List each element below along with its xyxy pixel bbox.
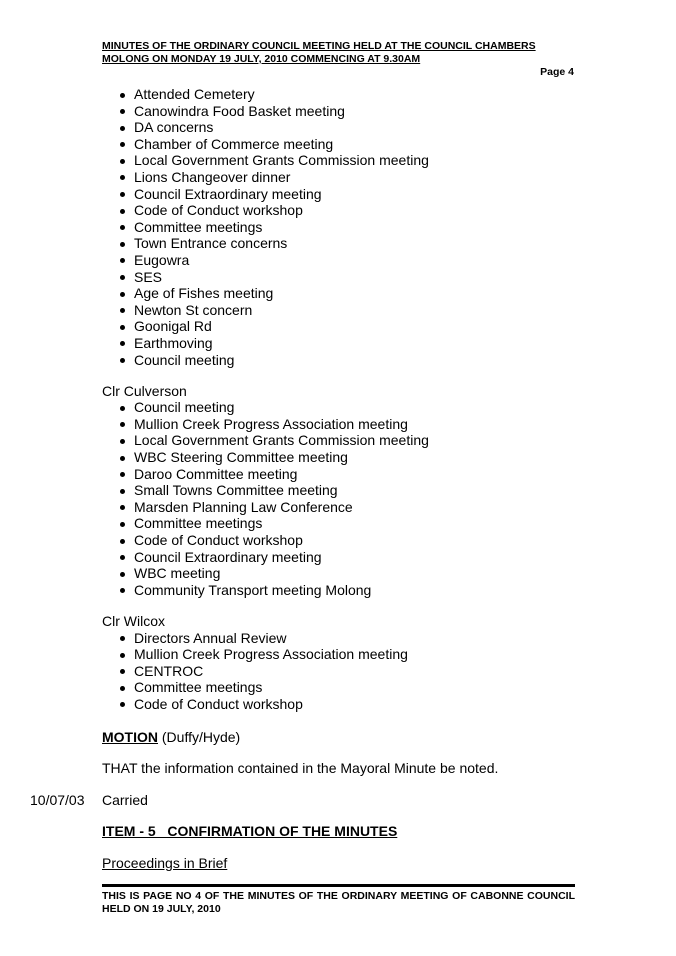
list-item <box>120 235 582 252</box>
list-item <box>120 549 582 566</box>
minutes-body <box>30 86 582 872</box>
bullet-icon <box>120 439 125 444</box>
bullet-icon <box>120 225 125 230</box>
list-item <box>120 499 582 516</box>
list-item-text: Committee meetings <box>134 515 263 532</box>
list-item <box>120 269 582 286</box>
bullet-icon <box>120 702 125 707</box>
bullet-icon <box>120 422 125 427</box>
list-item <box>120 285 582 302</box>
list-item-text: Chamber of Commerce meeting <box>134 135 334 152</box>
bullet-icon <box>120 159 125 164</box>
list-item <box>120 482 582 499</box>
list-item-text: Marsden Planning Law Conference <box>134 498 353 515</box>
page-header <box>102 40 574 66</box>
list-item-text: Council meeting <box>134 399 235 416</box>
list-item-text: SES <box>134 268 163 285</box>
bullet-icon <box>120 539 125 544</box>
list-item <box>120 532 582 549</box>
list-item <box>120 696 582 713</box>
bullet-icon <box>120 669 125 674</box>
list-item <box>120 416 582 433</box>
bullet-icon <box>120 505 125 510</box>
list-item-text: Council meeting <box>134 351 235 368</box>
list-item <box>120 169 582 186</box>
list-item-text: Lions Changeover dinner <box>134 168 291 185</box>
list-item <box>120 663 582 680</box>
page-number: Page 4 <box>540 66 574 78</box>
list-item-text: Council Extraordinary meeting <box>134 185 322 202</box>
list-item-text: Eugowra <box>134 251 190 268</box>
bullet-icon <box>120 192 125 197</box>
list-item <box>120 515 582 532</box>
list-item <box>120 582 582 599</box>
bullet-icon <box>120 653 125 658</box>
list-item <box>120 432 582 449</box>
bullet-icon <box>120 456 125 461</box>
motion-movers: (Duffy/Hyde) <box>158 728 241 745</box>
motion-label: MOTION <box>102 728 158 745</box>
list-item <box>120 186 582 203</box>
header-line-1: MINUTES OF THE ORDINARY COUNCIL MEETING HELD AT THE COUNCIL CHAMBERS <box>102 40 536 52</box>
bullet-icon <box>120 258 125 263</box>
list-item <box>120 399 582 416</box>
list-item-text: Age of Fishes meeting <box>134 285 274 302</box>
wilcox-activities-list <box>102 630 582 713</box>
list-item-text: Earthmoving <box>134 334 213 351</box>
list-item-text: DA concerns <box>134 119 214 136</box>
bullet-icon <box>120 489 125 494</box>
list-item-text: Directors Annual Review <box>134 629 287 646</box>
list-item <box>120 152 582 169</box>
list-item <box>120 103 582 120</box>
list-item-text: Code of Conduct workshop <box>134 695 303 712</box>
bullet-icon <box>120 572 125 577</box>
list-item-text: Community Transport meeting Molong <box>134 581 372 598</box>
list-item-text: Local Government Grants Commission meeting <box>134 152 429 169</box>
bullet-icon <box>120 308 125 313</box>
bullet-icon <box>120 325 125 330</box>
culverson-activities-list <box>102 399 582 598</box>
list-item <box>120 565 582 582</box>
list-item-text: Attended Cemetery <box>134 86 255 102</box>
bullet-icon <box>120 472 125 477</box>
list-item-text: Council Extraordinary meeting <box>134 548 322 565</box>
list-item <box>120 449 582 466</box>
list-item-text: Small Towns Committee meeting <box>134 482 338 499</box>
list-item-text: Mullion Creek Progress Association meeting <box>134 646 408 663</box>
list-item <box>120 119 582 136</box>
bullet-icon <box>120 358 125 363</box>
bullet-icon <box>120 109 125 114</box>
proceedings-in-brief-heading: Proceedings in Brief <box>102 854 228 871</box>
bullet-icon <box>120 175 125 180</box>
list-item-text: WBC Steering Committee meeting <box>134 449 348 466</box>
motion-result-row <box>30 791 582 809</box>
bullet-icon <box>120 686 125 691</box>
header-line-2: MOLONG ON MONDAY 19 JULY, 2010 COMMENCING AT 9.30AM <box>102 53 421 65</box>
mayor-activities-list <box>102 86 582 368</box>
list-item-text: Town Entrance concerns <box>134 235 288 252</box>
list-item <box>120 318 582 335</box>
list-item-text: Goonigal Rd <box>134 318 212 335</box>
list-item <box>120 136 582 153</box>
motion-text: THAT the information contained in the Mayoral Minute be noted. <box>102 760 499 777</box>
list-item <box>120 302 582 319</box>
list-item-text: Code of Conduct workshop <box>134 202 303 219</box>
bullet-icon <box>120 292 125 297</box>
list-item-text: CENTROC <box>134 662 204 679</box>
bullet-icon <box>120 142 125 147</box>
list-item-text: Committee meetings <box>134 218 263 235</box>
list-item <box>120 466 582 483</box>
list-item-text: WBC meeting <box>134 565 221 582</box>
bullet-icon <box>120 242 125 247</box>
list-item <box>120 202 582 219</box>
councillor-wilcox-name: Clr Wilcox <box>102 613 165 629</box>
bullet-icon <box>120 555 125 560</box>
list-item <box>120 630 582 647</box>
bullet-icon <box>120 93 125 98</box>
bullet-icon <box>120 406 125 411</box>
resolution-number: 10/07/03 <box>30 791 85 808</box>
bullet-icon <box>120 341 125 346</box>
list-item-text: Local Government Grants Commission meeting <box>134 432 429 449</box>
councillor-culverson-name: Clr Culverson <box>102 382 187 399</box>
bullet-icon <box>120 126 125 131</box>
motion-line <box>102 729 582 746</box>
list-item <box>120 646 582 663</box>
list-item-text: Code of Conduct workshop <box>134 532 303 549</box>
list-item <box>120 679 582 696</box>
motion-result: Carried <box>102 791 148 808</box>
list-item-text: Newton St concern <box>134 301 253 318</box>
footer-divider <box>102 884 575 887</box>
bullet-icon <box>120 588 125 593</box>
list-item-text: Canowindra Food Basket meeting <box>134 102 345 119</box>
list-item-text: Committee meetings <box>134 679 263 696</box>
list-item-text: Daroo Committee meeting <box>134 465 298 482</box>
bullet-icon <box>120 522 125 527</box>
list-item-text: Mullion Creek Progress Association meeting <box>134 415 408 432</box>
list-item <box>120 86 582 103</box>
list-item <box>120 352 582 369</box>
bullet-icon <box>120 636 125 641</box>
item-5-heading: ITEM - 5 CONFIRMATION OF THE MINUTES <box>102 823 398 840</box>
list-item <box>120 219 582 236</box>
bullet-icon <box>120 209 125 214</box>
page-footer: THIS IS PAGE NO 4 OF THE MINUTES OF THE ORDINARY MEETING OF CABONNE COUNCIL HELD ON 19 JULY, 2010 <box>102 890 575 915</box>
list-item <box>120 252 582 269</box>
list-item <box>120 335 582 352</box>
bullet-icon <box>120 275 125 280</box>
